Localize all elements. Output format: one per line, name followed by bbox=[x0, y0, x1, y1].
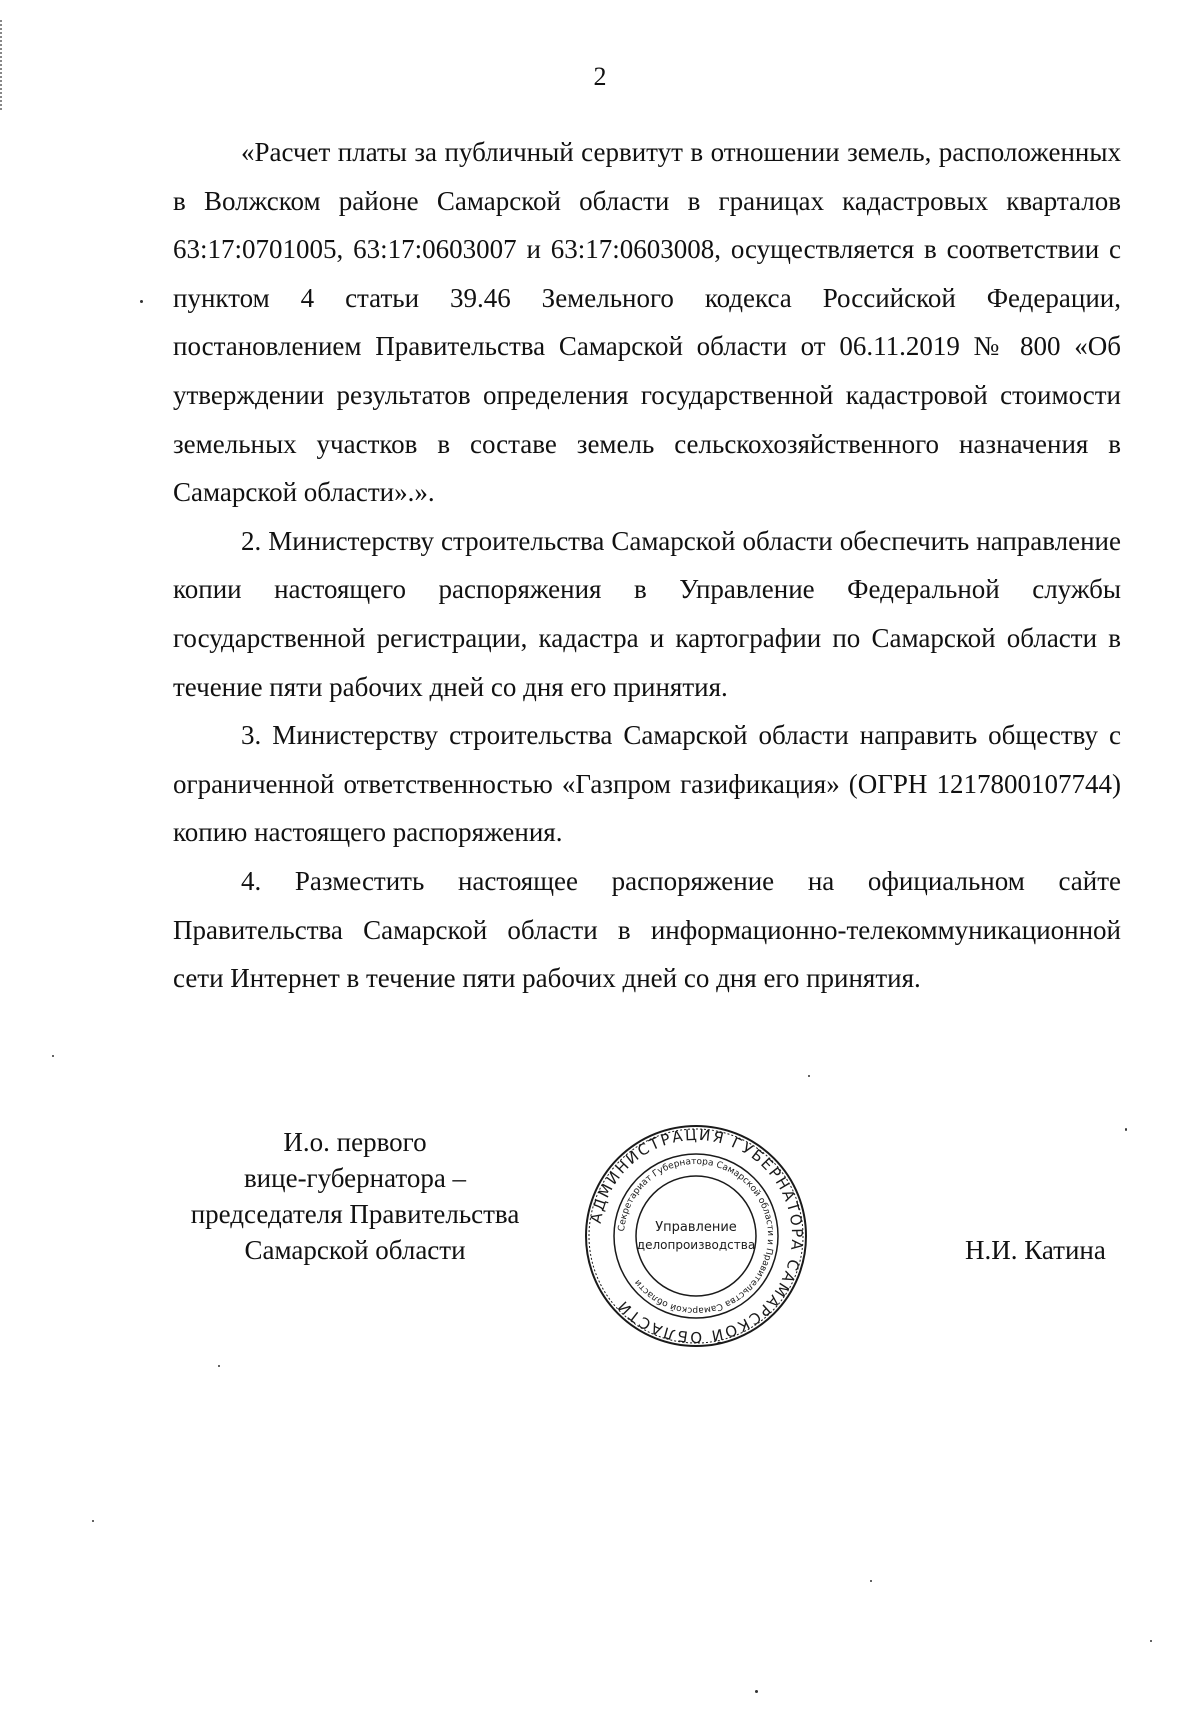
signer-title-line: вице-губернатора – bbox=[243, 1163, 467, 1193]
scan-speck bbox=[870, 1580, 872, 1582]
scan-speck bbox=[140, 300, 143, 303]
stamp-center-line-1: Управление bbox=[655, 1220, 737, 1235]
signer-name: Н.И. Катина bbox=[965, 1235, 1106, 1265]
scan-speck bbox=[1125, 1128, 1127, 1131]
paragraph-item-4: 4. Разместить настоящее распоряжение на официальном сайте Правительства Самарской области в информационно-телекоммуникационной сети Интернет в течение пяти рабочих дней со дня его принятия. bbox=[173, 865, 1121, 994]
scan-speck bbox=[755, 1690, 758, 1693]
stamp-inner-text: Секретариат Губернатора Самарской области и Правительства Самарской области bbox=[617, 1156, 776, 1316]
scan-speck bbox=[52, 1055, 54, 1057]
signer-title-line: Самарской области bbox=[244, 1235, 466, 1265]
stamp-outer-text: АДМИНИСТРАЦИЯ ГУБЕРНАТОРА САМАРСКОЙ ОБЛАСТИ bbox=[586, 1125, 807, 1347]
paragraph-item-2: 2. Министерству строительства Самарской области обеспечить направление копии настоящего распоряжения в Управление Федеральной службы государственной регистрации, кадастра и картографии по Самарской области в течение пяти рабочих дней со дня его принятия. bbox=[173, 525, 1121, 702]
signer-title bbox=[170, 1124, 540, 1268]
paragraph-item-3: 3. Министерству строительства Самарской области направить обществу с ограниченной ответственностью «Газпром газификация» (ОГРН 1217800107744) копию настоящего распоряжения. bbox=[173, 720, 1121, 848]
stamp-center-line-2: делопроизводства bbox=[636, 1238, 756, 1252]
signer-title-line: И.о. первого bbox=[283, 1127, 427, 1157]
official-stamp bbox=[583, 1123, 809, 1349]
scan-speck bbox=[1150, 1640, 1152, 1642]
scan-speck bbox=[218, 1365, 220, 1367]
signer-title-line: председателя Правительства bbox=[190, 1199, 520, 1229]
paragraph-quoted-clause: «Расчет платы за публичный сервитут в отношении земель, расположенных в Волжском районе Самарской области в границах кадастровых кварталов 63:17:0701005, 63:17:0603007 и 63:17:0603008, осуществляется в соответствии с пунктом 4 статьи 39.46 Земельного кодекса Российской Федерации, постановлением Правительства Самарской области от 06.11.2019 № 800 «Об утверждении результатов определения государственной кадастровой стоимости земельных участков в составе земель сельскохозяйственного назначения в Самарской области».». bbox=[173, 137, 1121, 508]
document-body bbox=[173, 128, 1121, 1003]
scan-speck bbox=[808, 1075, 810, 1077]
page-number: 2 bbox=[593, 62, 607, 91]
scan-speck bbox=[92, 1520, 94, 1522]
